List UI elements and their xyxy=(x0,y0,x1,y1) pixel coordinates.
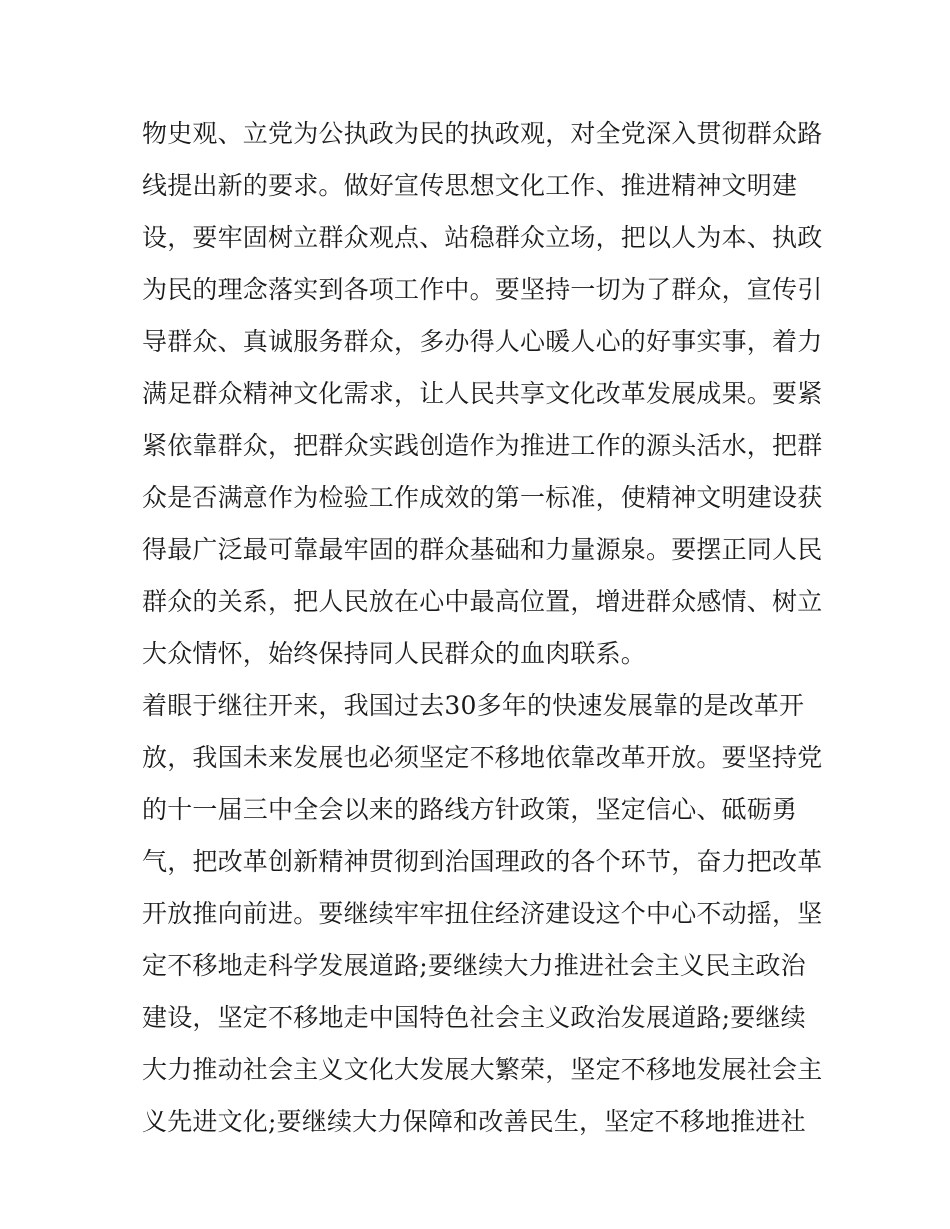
text-line: 为民的理念落实到各项工作中。要坚持一切为了群众，宣传引 xyxy=(142,275,823,304)
text-line: 着眼于继往开来，我国过去30多年的快速发展靠的是改革开 xyxy=(142,691,805,720)
text-line: 群众的关系，把人民放在心中最高位置，增进群众感情、树立 xyxy=(142,587,823,616)
text-line: 设，要牢固树立群众观点、站稳群众立场，把以人为本、执政 xyxy=(142,223,823,252)
text-line: 开放推向前进。要继续牢牢扭住经济建设这个中心不动摇，坚 xyxy=(142,899,823,928)
text-line: 物史观、立党为公执政为民的执政观，对全党深入贯彻群众路 xyxy=(142,119,823,148)
text-line: 众是否满意作为检验工作成效的第一标准，使精神文明建设获 xyxy=(142,483,823,512)
text-line: 大众情怀，始终保持同人民群众的血肉联系。 xyxy=(142,639,647,668)
text-line: 义先进文化;要继续大力保障和改善民生，坚定不移地推进社 xyxy=(142,1107,806,1136)
text-line: 定不移地走科学发展道路;要继续大力推进社会主义民主政治 xyxy=(142,951,806,980)
text-line: 大力推动社会主义文化大发展大繁荣，坚定不移地发展社会主 xyxy=(142,1055,823,1084)
text-line: 线提出新的要求。做好宣传思想文化工作、推进精神文明建 xyxy=(142,171,798,200)
text-line: 导群众、真诚服务群众，多办得人心暖人心的好事实事，着力 xyxy=(142,327,823,356)
text-line: 的十一届三中全会以来的路线方针政策，坚定信心、砥砺勇 xyxy=(142,795,798,824)
text-line: 满足群众精神文化需求，让人民共享文化改革发展成果。要紧 xyxy=(142,379,823,408)
text-line: 紧依靠群众，把群众实践创造作为推进工作的源头活水，把群 xyxy=(142,431,823,460)
text-line: 建设，坚定不移地走中国特色社会主义政治发展道路;要继续 xyxy=(142,1003,806,1032)
document-body xyxy=(142,108,822,1148)
text-line: 得最广泛最可靠最牢固的群众基础和力量源泉。要摆正同人民 xyxy=(142,535,823,564)
text-line: 放，我国未来发展也必须坚定不移地依靠改革开放。要坚持党 xyxy=(142,743,823,772)
text-line: 气，把改革创新精神贯彻到治国理政的各个环节，奋力把改革 xyxy=(142,847,823,876)
